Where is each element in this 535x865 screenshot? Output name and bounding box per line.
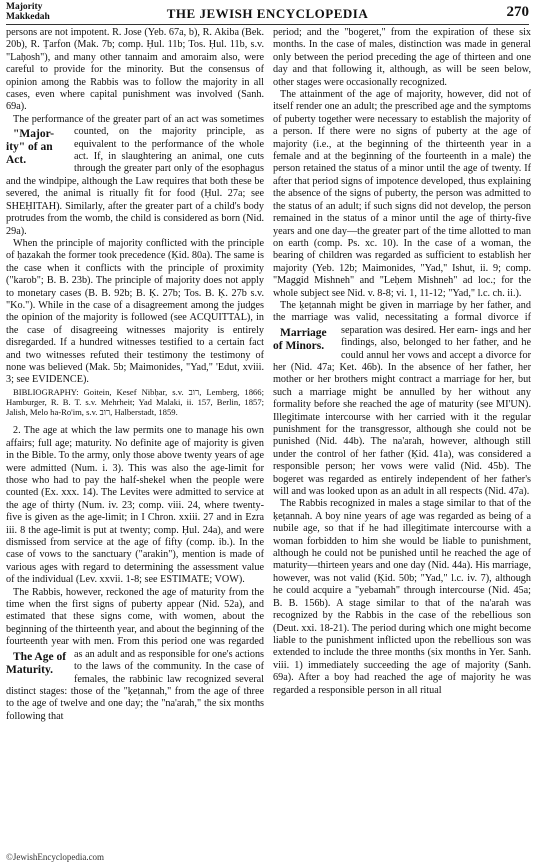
bibliography: BIBLIOGRAPHY: Goitein, Kesef Nibḥar, s.v. רוב, Lemberg, 1866; Hamburger, R. B. T. s.v. Mehrheit; Yad Malaki, ii. 157, Berlin, 1857; Jalish, Melo ha-Ro'im, s.v. רוב, Halberstadt, 1859.: [6, 386, 264, 418]
sidenote-majority-of-act: "Major-ity" of an Act.: [6, 128, 55, 167]
paragraph-text: The Rabbis, however, reckoned the age of maturity from the time when the first signs of puberty appear (Nid. 52a), and estimated that these signs come, with women, about the beginning of the thirteenth year, and about the beginning of the fourteenth year with men. From this period one was: [6, 586, 264, 648]
paragraph-text: as equivalent to the performance of the whole act. If, in slaughtering an animal, one cuts through the greater part only of the esophagus and the windpipe, although the Law requires that both these be severed, the animal is ritually fit for food (Ḥul. 27a; see SHEḤITAH). Similarly, after the greater part of a child's body protrudes from the womb, the child is considered as born (Nid. 29a).: [6, 126, 265, 237]
paragraph-text: The ḳeṭannah might be given in marriage by her father, and the marriage was valid, necessitating a formal divorce if separation was desired. Her earn-: [273, 299, 531, 336]
paragraph: persons are not impotent. R. Jose (Yeb. 67a, b), R. Akiba (Bek. 20b), R. Ṭarfon (Mak. 7b; comp. Ḥul. 11b; Tos. Ḥul. 11b, s.v. "Laḥosh"), and many other tannaim and amoraim also, were careful to provide for the minority. But the consensus of opinion among the Rabbis was to follow the majority in all cases, even where capital punishment was involved (Sanh. 69a).: [6, 27, 264, 113]
paragraph: period; and the "bogeret," from the expiration of these six months. In the case of males, distinction was made in general only between the period preceding the age of thirteen and one day and that following it, although, as will be seen below, other stages were occasionally recognized.: [273, 27, 531, 88]
sidenote-age-of-maturity: The Age of Maturity.: [6, 650, 67, 676]
encyclopedia-title: THE JEWISH ENCYCLOPEDIA: [166, 6, 369, 21]
page-header: [6, 2, 529, 25]
copyright-footer: ©JewishEncyclopedia.com: [6, 852, 105, 862]
left-column: [6, 27, 264, 723]
paragraph: The Rabbis recognized in males a stage similar to that of the ḳeṭannah. A boy nine years of age was regarded as being of a nubile age, so that if he had illegitimate intercourse with a woman forbidden to him she would be liable to punishment, although he could not be punished until he reached the age of maturity—thirteen years and one day (Nid. 44a). His marriage, however, was not valid (Ḳid. 50b; "Yad," l.c. iv. 7), although he could acquire a "yebamah" through intercourse (Nid. 45a; B. B. 156b). A stage similar to that of the na'arah was recognized by the Rabbis in the case of the rebellious son (Deut. xxi. 18-21). The period during which one might become liable to the punishment inflicted upon the rebellious son was extended to include the three months (six months in Yer. Sanh. viii. 1) immediately succeeding the age of majority (Sanh. 69a). After a boy had reached the age of majority he was regarded a responsible person in all ritual: [273, 498, 531, 696]
page-number: 270: [506, 4, 529, 20]
paragraph: [6, 114, 264, 238]
sidenote-marriage-of-minors: Marriage of Minors.: [273, 326, 327, 352]
paragraph-text: regarded as an adult and as responsible for one's actions to the laws of the community. In the case of females, the rabbinic law recognized several distinct stages: those of the "ḳeṭannah," from the age of three to the age of twelve and one day; the "na'arah," the six months following that: [6, 636, 265, 722]
section-title: Majority Makkedah: [6, 2, 50, 22]
paragraph: [273, 300, 531, 499]
right-column: [273, 27, 531, 697]
paragraph-text: The performance of the greater part of an act was sometimes counted, on the majority principle,: [13, 113, 264, 138]
paragraph: [6, 587, 264, 723]
paragraph: When the principle of majority conflicted with the principle of ḥazakah the former took precedence (Ḳid. 80a). The same is the case when it conflicts with the principle of proximity ("karob"; B. B. 23b). The principle of majority does not apply to monetary cases (B. B. 92b; B. Ḳ. 27b; Tos. B. Ḳ. 27b s.v. "Ko."). While in the case of a disagreement among the judges the opinion of the majority is followed (see ACQUITTAL), in the case of disagreeing witnesses majority is entirely disregarded. If a hundred witnesses testified to a certain fact and two witnesses refuted their testimony the testimony of none was believed (Mak. 5b; Maimonides, "Yad," 'Edut, xviii. 3; see EVIDENCE).: [6, 237, 264, 386]
paragraph: The attainment of the age of majority, however, did not of itself render one an adult; the prescribed age and the symptoms of puberty together were necessary to establish the majority of a person. If there were no signs of puberty at the age of majority (i.e., at the beginning of the thirteenth year in a female and at the beginning of the fourteenth in a male) the person retained the status of a minor until the age of twenty. If after that period signs of impotence developed, thus explaining the absence of the signs of puberty, the person was admitted to the status of an adult; if such signs did not develop, the person remained in the status of a minor until the age of thirty-five years and one day—the greater part of the time allotted to man on earth (comp. Ps. xc. 10). In the case of a woman, the bearing of children was regarded as sufficient to establish her majority (Yeb. 12b; Maimonides, "Yad," Ishut, ii. 9; comp. "Maggid Mishneh" and "Leḥem Mishneh" ad loc.; for the whole subject see Nid. v. 8-8; vi. 1, 11-12; "Yad," l.c. ch. ii.).: [273, 89, 531, 299]
paragraph-text: ings and her findings, also, belonged to her father, and he could annul her vows and accept a divorce for her (Nid. 47a; Ket. 46b). In the absence of her father, her mother or her brothers might contract a marriage for her, but such a marriage might be annulled by her without any formality before she reached the age of maturity (see MI'UN). Illegitimate intercourse with her carried with it the regular punishment for the transgressor, although she could not be punished (Nid. 44b). The na'arah, however, although still under the control of her father (Ḳid. 41a), was considered a responsible person; her vows were valid (Nid. 45b). The bogeret was regarded as entirely independent of her father's will and was looked upon as an adult in all respects (Nid. 47a).: [273, 324, 531, 498]
separator: [6, 417, 264, 425]
paragraph: 2. The age at which the law permits one to manage his own affairs; full age; maturity. No definite age of majority is given in the Bible. To the army, only those above twenty years of age were admitted (Num. i. 3). This was also the age-limit for those who had to pay the half-shekel when the people were counted (Ex. xxx. 14). The Levites were admitted to service at the age of thirty (Num. iv. 23; comp. viii. 24, where twenty-five is given as the age-limit; in I Chron. xxiii. 27 and in Ezra iii. 8 the age-limit is put at twenty; comp. Ḥul. 24a), and were dismissed from service at the age of fifty (comp. ib.). In the case of vows to the sanctuary ("arakin"), mention is made of various ages with regard to determining the assessment value of the individual (Lev. xxvii. 1-8; see ESTIMATE; VOW).: [6, 425, 264, 586]
